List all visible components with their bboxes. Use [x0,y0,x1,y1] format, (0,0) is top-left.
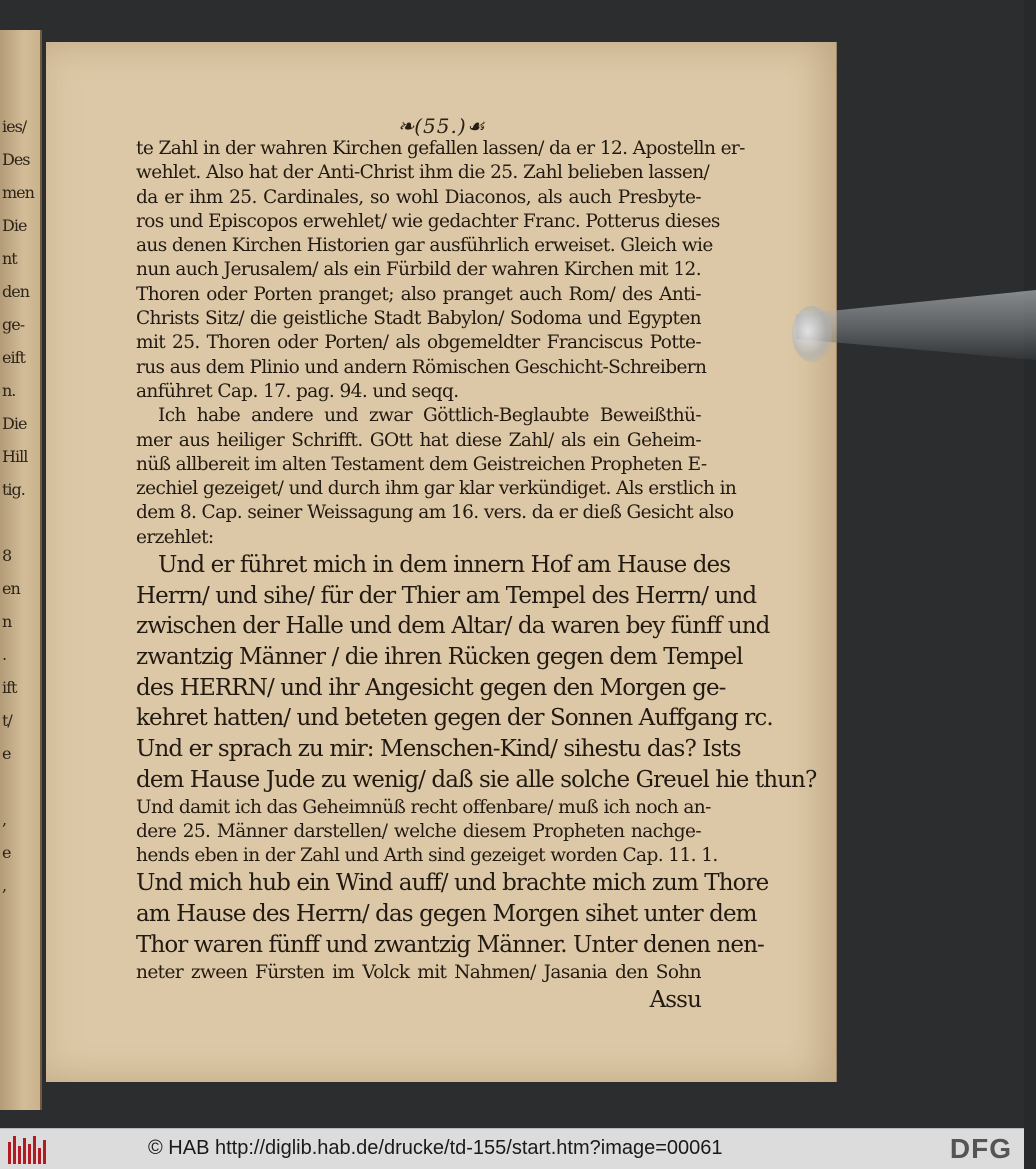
text-line: anführet Cap. 17. pag. 94. und seqq. [136,380,459,402]
text-line: da er ihm 25. Cardinales, so wohl Diaconos, als auch Presbyte- [136,186,701,208]
page-number: (55.) [414,114,467,138]
text-line: Thoren oder Porten pranget; also pranget auch Rom/ des Anti- [136,283,701,305]
page-number-header [46,114,836,138]
text-line: wehlet. Also hat der Anti-Christ ihm die 25. Zahl belieben lassen/ [136,162,710,184]
ornament-right: ☙ [466,114,485,138]
text-line: ros und Episcopos erwehlet/ wie gedachter Franc. Potterus dieses [136,210,720,232]
text-line-quote: Und er führet mich in dem innern Hof am Hause des [158,552,731,579]
text-line: zechiel gezeiget/ und durch ihm gar klar verkündiget. Als erstlich in [136,478,737,500]
text-line: Ich habe andere und zwar Göttlich-Beglaubte Beweißthü- [158,405,701,427]
text-line: dere 25. Männer darstellen/ welche diesem Propheten nachge- [136,820,701,842]
light-reflection-tip [792,306,832,362]
text-line: nüß allbereit im alten Testament dem Geistreichen Propheten E- [136,453,707,475]
text-line: rus aus dem Plinio und andern Römischen Geschicht-Schreibern [136,356,707,378]
text-line-quote: Und mich hub ein Wind auff/ und brachte mich zum Thore [136,870,769,897]
left-page-edge [0,30,42,1110]
text-line-quote: kehret hatten/ und beteten gegen der Sonnen Auffgang rc. [136,705,773,732]
left-page-margin-text: ies/ Des men Die nt den ge- eift n. Die Hill tig. 8 en n . ift t/ e , e , [2,117,34,895]
dfg-logo: DFG [949,1133,1012,1164]
text-line-quote: Herrn/ und sihe/ für der Thier am Tempel des Herrn/ und [136,582,757,609]
book-page [46,42,837,1082]
text-line-quote: am Hause des Herrn/ das gegen Morgen sihet unter dem [136,901,757,928]
text-line-quote: Und er sprach zu mir: Menschen-Kind/ sihestu das? Ists [136,736,741,763]
ornament-left: ❧ [397,114,415,138]
catchword: Assu [649,986,701,1013]
text-line: Und damit ich das Geheimnüß recht offenbare/ muß ich noch an- [136,796,711,818]
text-line: mer aus heiliger Schrifft. GOtt hat diese Zahl/ als ein Geheim- [136,429,701,451]
text-line: nun auch Jerusalem/ als ein Fürbild der wahren Kirchen mit 12. [136,259,701,281]
text-line: mit 25. Thoren oder Porten/ als obgemeldter Franciscus Potte- [136,332,701,354]
text-line-quote: des HERRN/ und ihr Angesicht gegen den Morgen ge- [136,674,726,701]
text-line: neter zween Fürsten im Volck mit Nahmen/ Jasania den Sohn [136,961,701,983]
text-line-quote: Thor waren fünff und zwantzig Männer. Unter denen nen- [136,931,764,958]
viewer-footer [0,1128,1024,1169]
text-line: dem 8. Cap. seiner Weissagung am 16. vers. da er dieß Gesicht also [136,502,734,524]
text-line: te Zahl in der wahren Kirchen gefallen lassen/ da er 12. Apostelln er- [136,138,745,159]
text-line: hends eben in der Zahl und Arth sind gezeiget worden Cap. 11. 1. [136,845,718,867]
text-block [136,137,817,1015]
text-line: aus denen Kirchen Historien gar ausführlich erweiset. Gleich wie [136,235,713,257]
text-line: Christs Sitz/ die geistliche Stadt Babylon/ Sodoma und Egypten [136,308,701,330]
text-line: erzehlet: [136,526,214,548]
text-line-quote: zwischen der Halle und dem Altar/ da waren bey fünff und [136,613,770,640]
text-line-quote: zwantzig Männer / die ihren Rücken gegen dem Tempel [136,644,743,671]
library-barcode-icon [8,1134,48,1164]
copyright-link[interactable]: © HAB http://diglib.hab.de/drucke/td-155/start.htm?image=00061 [148,1137,723,1159]
text-line-quote: dem Hause Jude zu wenig/ daß sie alle solche Greuel hie thun? [136,766,817,793]
